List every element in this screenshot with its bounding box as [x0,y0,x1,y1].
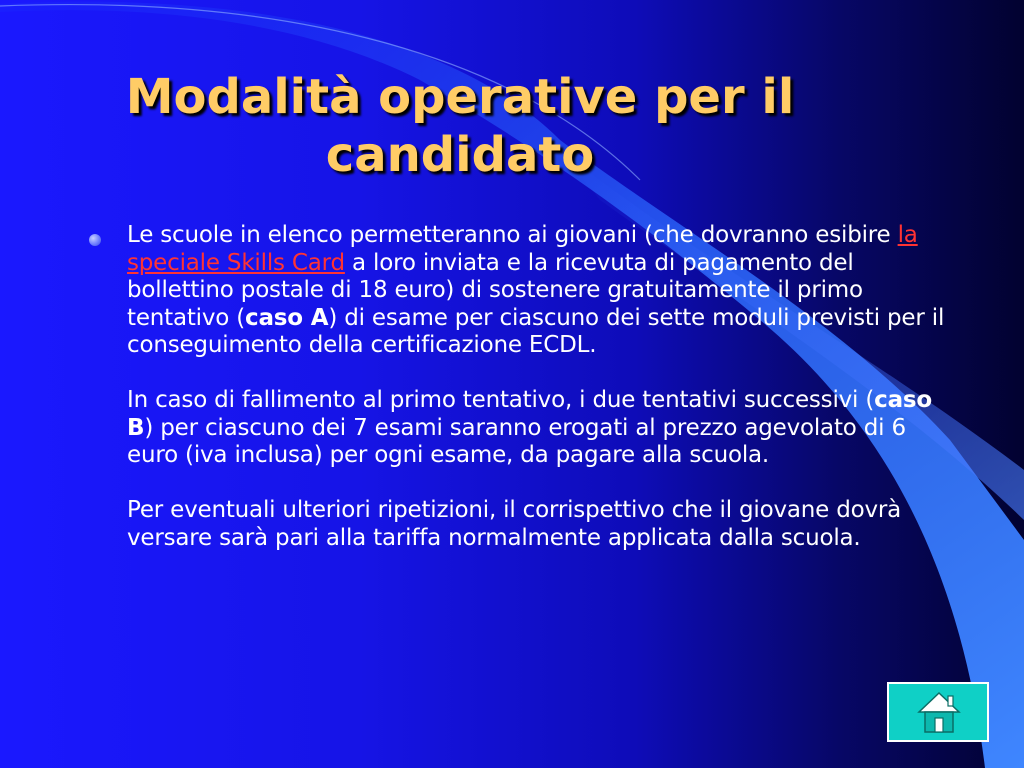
bullet-icon [89,234,101,246]
slide-body [127,222,947,580]
paragraph-1 [127,222,947,360]
paragraph-2-text-end: ) per ciascuno dei 7 esami saranno erogati al prezzo agevolato di 6 euro (iva inclusa) per ogni esame, da pagare alla scuola. [127,414,906,468]
paragraph-2-text-start: In caso di fallimento al primo tentativo, i due tentativi successivi ( [127,387,875,413]
paragraph-1-text-end: ) di esame per ciascuno dei sette moduli previsti per il conseguimento della certificazione ECDL. [127,304,945,358]
caso-a-label: caso A [245,304,329,331]
home-button[interactable] [887,682,989,742]
caso-b-label: caso B [127,387,932,441]
home-icon [916,690,962,736]
slide-title: Modalità operative per il candidato [125,69,795,183]
paragraph-1-text-start: Le scuole in elenco permetteranno ai giovani (che dovranno esibire [127,222,898,248]
paragraph-1-text-middle: a loro inviata e la ricevuta di pagamento del bollettino postale di 18 euro) di sostenere gratuitamente il primo tentativo ( [127,249,863,331]
paragraph-3: Per eventuali ulteriori ripetizioni, il corrispettivo che il giovane dovrà versare sarà pari alla tariffa normalmente applicata dalla scuola. [127,497,902,551]
paragraph-2 [127,387,947,470]
skills-card-link[interactable]: la speciale Skills Card [127,222,918,276]
